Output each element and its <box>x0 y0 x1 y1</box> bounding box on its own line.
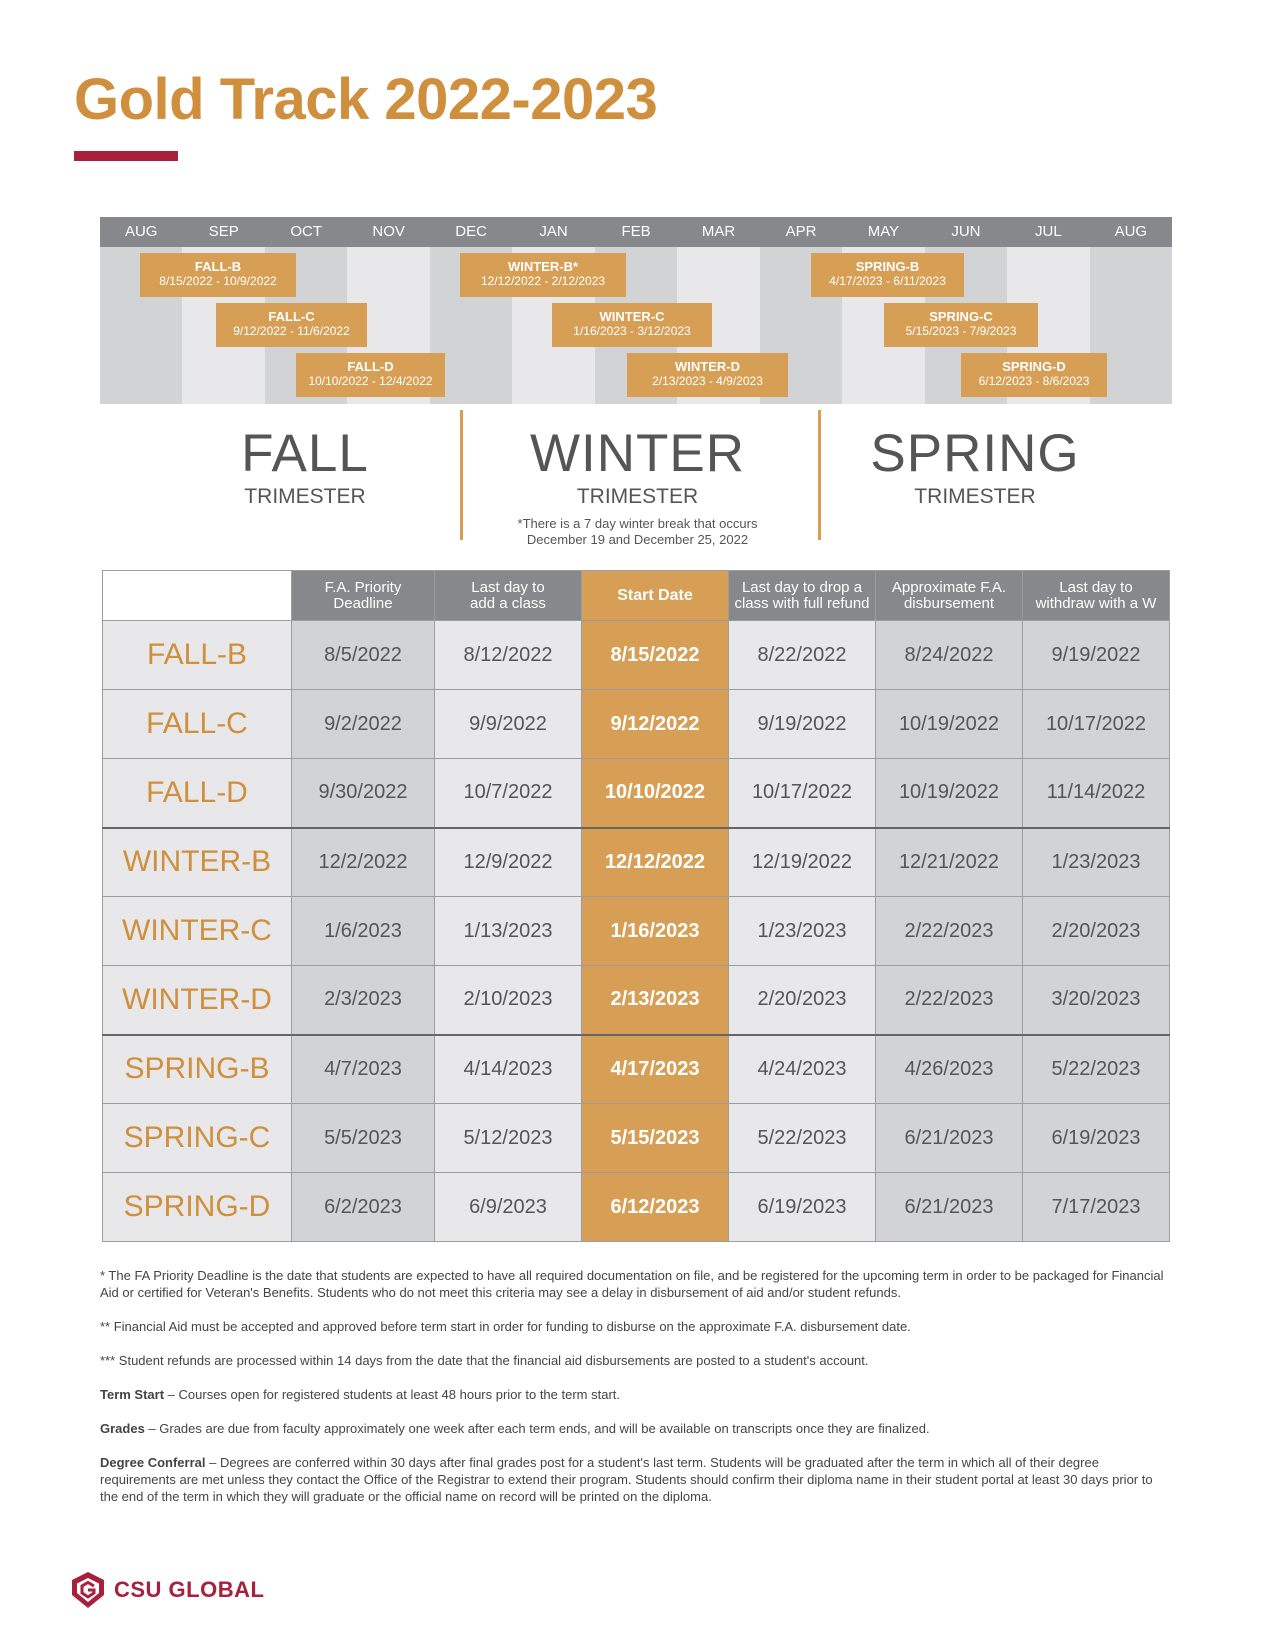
month-label: AUG <box>124 223 158 240</box>
withdraw-date: 6/19/2023 <box>1023 1104 1170 1173</box>
trimester-name: FALL <box>241 424 369 483</box>
note-term-start: Term Start – Courses open for registered students at least 48 hours prior to the term start. <box>100 1387 621 1402</box>
fa-priority-date: 2/3/2023 <box>292 966 435 1035</box>
winter-break-note: December 19 and December 25, 2022 <box>526 532 749 547</box>
drop-date: 1/23/2023 <box>729 897 876 966</box>
header-fa-priority: F.A. Priority Deadline <box>292 571 435 621</box>
disbursement-date: 4/26/2023 <box>876 1035 1023 1104</box>
add-date: 5/12/2023 <box>435 1104 582 1173</box>
term-bar-spring-b <box>811 253 964 297</box>
drop-date: 10/17/2022 <box>729 759 876 828</box>
term-bar-dates: 5/15/2023 - 7/9/2023 <box>905 324 1017 338</box>
fa-priority-date: 4/7/2023 <box>292 1035 435 1104</box>
note-fa-priority: * The FA Priority Deadline is the date that students are expected to have all required documentation on file, and be registered for the upcoming term in order to be packaged for Financial Aid or certified for Veteran's Benefits. Students who do not meet this criteria may see a delay in disbursement of aid and/or student refunds. <box>100 1268 1164 1300</box>
note-refunds: *** Student refunds are processed within 14 days from the date that the financial aid disbursements are posted to a student's account. <box>100 1353 869 1368</box>
footnotes <box>100 1267 1170 1522</box>
note-grades: Grades – Grades are due from faculty approximately one week after each term ends, and will be available on transcripts once they are finalized. <box>100 1421 930 1436</box>
start-date: 5/15/2023 <box>582 1104 729 1173</box>
withdraw-date: 7/17/2023 <box>1023 1173 1170 1242</box>
start-date: 2/13/2023 <box>582 966 729 1035</box>
drop-date: 12/19/2022 <box>729 828 876 897</box>
term-bar-fall-c <box>216 303 367 347</box>
term-bar-dates: 10/10/2022 - 12/4/2022 <box>308 374 433 388</box>
winter-break-note: *There is a 7 day winter break that occurs <box>517 516 758 531</box>
term-bar-name: WINTER-D <box>675 359 740 374</box>
term-bar-dates: 1/16/2023 - 3/12/2023 <box>573 324 691 338</box>
spring-trimester <box>860 424 1090 510</box>
drop-date: 2/20/2023 <box>729 966 876 1035</box>
term-bar-spring-d <box>961 353 1107 397</box>
start-date: 1/16/2023 <box>582 897 729 966</box>
term-bar-fall-b <box>140 253 296 297</box>
add-date: 10/7/2022 <box>435 759 582 828</box>
withdraw-date: 1/23/2023 <box>1023 828 1170 897</box>
term-bar-name: SPRING-C <box>929 309 993 324</box>
fa-priority-date: 1/6/2023 <box>292 897 435 966</box>
table-row <box>103 621 1170 690</box>
disbursement-date: 2/22/2023 <box>876 966 1023 1035</box>
month-label: JAN <box>539 223 568 240</box>
term-name: FALL-D <box>103 759 292 828</box>
add-date: 12/9/2022 <box>435 828 582 897</box>
month-label: NOV <box>372 223 405 240</box>
disbursement-date: 10/19/2022 <box>876 759 1023 828</box>
start-date: 12/12/2022 <box>582 828 729 897</box>
withdraw-date: 11/14/2022 <box>1023 759 1170 828</box>
term-schedule-table <box>102 570 1170 1242</box>
term-bar-winter-d <box>627 353 788 397</box>
month-label: OCT <box>290 223 322 240</box>
month-label: MAR <box>701 223 736 240</box>
drop-date: 8/22/2022 <box>729 621 876 690</box>
term-bar-dates: 2/13/2023 - 4/9/2023 <box>652 374 763 388</box>
table-row <box>103 966 1170 1035</box>
disbursement-date: 12/21/2022 <box>876 828 1023 897</box>
trimester-name: SPRING <box>870 424 1080 483</box>
add-date: 1/13/2023 <box>435 897 582 966</box>
header-fa-disbursement: Approximate F.A. disbursement <box>876 571 1023 621</box>
term-bar-name: SPRING-B <box>855 259 920 274</box>
header-last-day-withdraw: Last day to withdraw with a W <box>1023 571 1170 621</box>
start-date: 8/15/2022 <box>582 621 729 690</box>
term-name: SPRING-C <box>103 1104 292 1173</box>
winter-trimester <box>470 424 805 548</box>
term-bar-name: FALL-B <box>194 259 242 274</box>
add-date: 6/9/2023 <box>435 1173 582 1242</box>
drop-date: 6/19/2023 <box>729 1173 876 1242</box>
disbursement-date: 6/21/2023 <box>876 1173 1023 1242</box>
term-bar-winter-c <box>552 303 712 347</box>
table-row <box>103 759 1170 828</box>
fa-priority-date: 9/30/2022 <box>292 759 435 828</box>
table-row <box>103 1104 1170 1173</box>
drop-date: 5/22/2023 <box>729 1104 876 1173</box>
header-start-date: Start Date <box>582 571 729 621</box>
term-bar-name: FALL-D <box>347 359 394 374</box>
drop-date: 9/19/2022 <box>729 690 876 759</box>
term-bar-name: SPRING-D <box>1002 359 1066 374</box>
term-bar-dates: 8/15/2022 - 10/9/2022 <box>159 274 277 288</box>
withdraw-date: 9/19/2022 <box>1023 621 1170 690</box>
term-bar-dates: 4/17/2023 - 6/11/2023 <box>829 274 946 288</box>
disbursement-date: 2/22/2023 <box>876 897 1023 966</box>
term-bar-name: FALL-C <box>268 309 315 324</box>
withdraw-date: 3/20/2023 <box>1023 966 1170 1035</box>
start-date: 6/12/2023 <box>582 1173 729 1242</box>
header-last-day-drop: Last day to drop a class with full refund <box>729 571 876 621</box>
term-name: FALL-B <box>103 621 292 690</box>
logo-text: CSU GLOBAL <box>114 1577 265 1602</box>
month-label: JUN <box>951 223 981 240</box>
csu-global-logo <box>70 1571 264 1609</box>
fa-priority-date: 5/5/2023 <box>292 1104 435 1173</box>
month-label: FEB <box>621 223 651 240</box>
note-degree-conferral: Degree Conferral – Degrees are conferred within 30 days after final grades post for a student's last term. Students will be graduated after the term in which all of their degree requirements are met unless they contact the Office of the Registrar to extend their program. Students should confirm their diploma name in their student portal at least 30 days prior to the end of the term in which they will graduate or the official name on record will be printed on the diploma. <box>100 1455 1153 1504</box>
month-label: DEC <box>455 223 487 240</box>
month-label: SEP <box>208 223 239 240</box>
add-date: 2/10/2023 <box>435 966 582 1035</box>
disbursement-date: 8/24/2022 <box>876 621 1023 690</box>
fa-priority-date: 12/2/2022 <box>292 828 435 897</box>
term-bar-name: WINTER-B* <box>507 259 579 274</box>
start-date: 9/12/2022 <box>582 690 729 759</box>
fa-priority-date: 9/2/2022 <box>292 690 435 759</box>
month-label: AUG <box>1114 223 1148 240</box>
trimester-label: TRIMESTER <box>244 485 366 508</box>
title-underline <box>74 151 178 161</box>
start-date: 4/17/2023 <box>582 1035 729 1104</box>
term-bar-dates: 9/12/2022 - 11/6/2022 <box>233 324 350 338</box>
note-fa-accepted: ** Financial Aid must be accepted and approved before term start in order for funding to disburse on the approximate F.A. disbursement date. <box>100 1319 911 1334</box>
term-bar-winter-b <box>460 253 626 297</box>
month-label: JUL <box>1035 223 1062 240</box>
table-row <box>103 690 1170 759</box>
trimester-divider <box>818 410 821 540</box>
fa-priority-date: 8/5/2022 <box>292 621 435 690</box>
term-bar-dates: 6/12/2023 - 8/6/2023 <box>978 374 1090 388</box>
add-date: 9/9/2022 <box>435 690 582 759</box>
disbursement-date: 6/21/2023 <box>876 1104 1023 1173</box>
header-last-day-add: Last day to add a class <box>435 571 582 621</box>
table-header-row <box>103 571 1170 621</box>
term-name: WINTER-B <box>103 828 292 897</box>
table-row <box>103 897 1170 966</box>
term-name: SPRING-D <box>103 1173 292 1242</box>
table-row <box>103 1035 1170 1104</box>
term-name: WINTER-D <box>103 966 292 1035</box>
term-name: WINTER-C <box>103 897 292 966</box>
disbursement-date: 10/19/2022 <box>876 690 1023 759</box>
start-date: 10/10/2022 <box>582 759 729 828</box>
table-row <box>103 828 1170 897</box>
header-corner <box>103 571 292 621</box>
add-date: 8/12/2022 <box>435 621 582 690</box>
term-bar-name: WINTER-C <box>599 309 665 324</box>
page-title: Gold Track 2022-2023 <box>74 67 658 132</box>
term-name: SPRING-B <box>103 1035 292 1104</box>
trimester-divider <box>460 410 463 540</box>
term-bar-spring-c <box>884 303 1038 347</box>
trimester-label: TRIMESTER <box>576 485 699 508</box>
month-header <box>100 217 1172 247</box>
withdraw-date: 5/22/2023 <box>1023 1035 1170 1104</box>
fa-priority-date: 6/2/2023 <box>292 1173 435 1242</box>
term-bar-dates: 12/12/2022 - 2/12/2023 <box>480 274 606 288</box>
term-timeline <box>100 217 1172 404</box>
drop-date: 4/24/2023 <box>729 1035 876 1104</box>
table-row <box>103 1173 1170 1242</box>
withdraw-date: 2/20/2023 <box>1023 897 1170 966</box>
trimester-name: WINTER <box>529 424 746 483</box>
add-date: 4/14/2023 <box>435 1035 582 1104</box>
month-label: MAY <box>867 223 900 240</box>
month-label: APR <box>785 223 817 240</box>
withdraw-date: 10/17/2022 <box>1023 690 1170 759</box>
term-bar-fall-d <box>296 353 445 397</box>
fall-trimester <box>200 424 410 510</box>
trimester-label: TRIMESTER <box>914 485 1036 508</box>
csu-shield-icon <box>70 1571 106 1609</box>
term-name: FALL-C <box>103 690 292 759</box>
